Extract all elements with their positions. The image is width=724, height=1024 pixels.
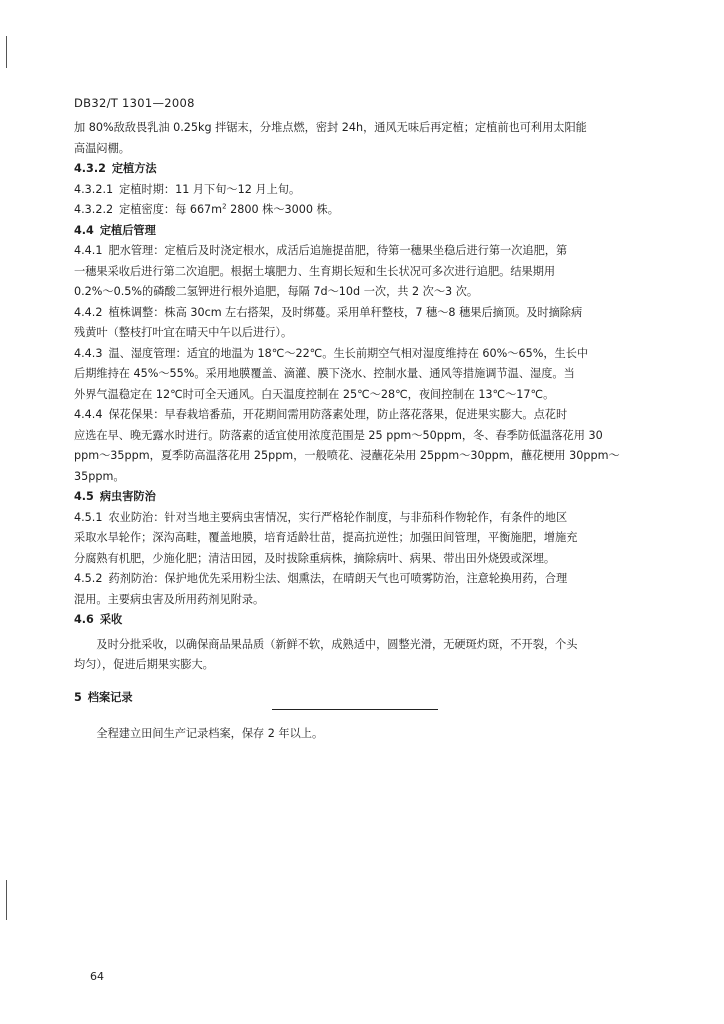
section-number: 4.3.2 xyxy=(74,162,106,175)
clause-text: 定植密度：每 667m xyxy=(119,203,223,216)
section-number: 4.6 xyxy=(74,613,94,626)
paragraph-line: 外界气温稳定在 12℃时可全天通风。白天温度控制在 25℃～28℃，夜间控制在 13℃～17℃。 xyxy=(74,387,555,401)
page-number: 64 xyxy=(90,970,104,983)
end-rule-divider xyxy=(272,709,438,710)
clause-text: 温、湿度管理：适宜的地温为 18℃～22℃。生长前期空气相对湿度维持在 60%～65%，生长中 xyxy=(108,346,589,360)
section-number: 4.4 xyxy=(74,223,94,237)
superscript: 2 xyxy=(222,202,227,211)
clause-text: 2800 株～3000 株。 xyxy=(226,203,339,216)
spacer xyxy=(74,708,664,724)
clause-4-4-1 xyxy=(74,241,664,262)
clause-number: 4.5.2 xyxy=(74,572,103,585)
paragraph-line: 后期维持在 45%～55%。采用地膜覆盖、滴灌、膜下浇水、控制水量、通风等措施调节温、湿度。当 xyxy=(74,367,575,380)
paragraph-line: 0.2%～0.5%的磷酸二氢钾进行根外追肥，每隔 7d～10d 一次，共 2 次～3 次。 xyxy=(74,285,479,298)
section-heading-4-5 xyxy=(74,487,664,508)
paragraph-line: 均匀），促进后期果实膨大。 xyxy=(74,658,214,671)
section-title: 采收 xyxy=(99,613,123,626)
clause-4-4-3 xyxy=(74,344,664,365)
clause-number: 4.4.3 xyxy=(74,346,103,360)
clause-4-3-2-1 xyxy=(74,180,664,201)
clause-number: 4.5.1 xyxy=(74,510,103,524)
clause-number: 4.4.2 xyxy=(74,305,103,319)
paragraph-line: 加 80%敌敌畏乳油 0.25kg 拌锯末，分堆点燃，密封 24h，通风无味后再定植；定植前也可利用太阳能 xyxy=(74,121,587,134)
section-heading-5 xyxy=(74,688,664,709)
section-title: 档案记录 xyxy=(87,690,133,704)
section-heading-4-4 xyxy=(74,221,664,242)
section-title: 病虫害防治 xyxy=(99,490,156,503)
section-number: 5 xyxy=(74,690,82,704)
paragraph-line: ppm～35ppm，夏季防高温落花用 25ppm，一般喷花、浸蘸花朵用 25ppm～30ppm，蘸花梗用 30ppm～35ppm。 xyxy=(74,449,620,483)
paragraph-line: 高温闷棚。 xyxy=(74,141,130,155)
clause-number: 4.3.2.1 xyxy=(74,182,114,196)
clause-4-5-1 xyxy=(74,508,664,529)
clause-number: 4.4.4 xyxy=(74,408,103,421)
section-heading-4-6 xyxy=(74,610,664,631)
section-number: 4.5 xyxy=(74,490,94,503)
clause-4-5-2 xyxy=(74,569,664,590)
scan-edge-mark xyxy=(6,880,7,920)
paragraph-line: 一穗果采收后进行第二次追肥。根据土壤肥力、生育期长短和生长状况可多次进行追肥。结果期用 xyxy=(74,264,556,278)
paragraph-line: 分腐熟有机肥，少施化肥；清洁田园，及时拔除重病株，摘除病叶、病果、带出田外烧毁或深埋。 xyxy=(74,551,556,565)
clause-4-4-4 xyxy=(74,405,664,426)
clause-text: 肥水管理：定植后及时浇定根水，成活后追施提苗肥，待第一穗果坐稳后进行第一次追肥，第 xyxy=(108,244,568,257)
clause-4-4-2 xyxy=(74,303,664,324)
clause-text: 定植时期：11 月下旬～12 月上旬。 xyxy=(119,182,301,196)
section-title: 定植后管理 xyxy=(99,223,156,237)
clause-number: 4.4.1 xyxy=(74,244,103,257)
standard-number: DB32/T 1301—2008 xyxy=(74,96,195,110)
clause-4-3-2-2 xyxy=(74,200,664,221)
clause-text: 药剂防治：保护地优先采用粉尘法、烟熏法，在晴朗天气也可喷雾防治，注意轮换用药，合理 xyxy=(108,572,568,585)
section-heading-4-3-2 xyxy=(74,159,664,180)
document-body xyxy=(74,118,664,745)
paragraph-line: 采取水旱轮作；深沟高畦，覆盖地膜，培育适龄壮苗，提高抗逆性；加强田间管理，平衡施肥，增施充 xyxy=(74,531,578,544)
paragraph-line: 应选在早、晚无露水时进行。防落素的适宜使用浓度范围是 25 ppm～50ppm，冬、春季防低温落花用 30 xyxy=(74,428,603,442)
clause-text: 植株调整：株高 30cm 左右搭架，及时绑蔓。采用单秆整枝，7 穗～8 穗果后摘顶。及时摘除病 xyxy=(108,305,583,319)
clause-text: 保花保果：早春栽培番茄，开花期间需用防落素处理，防止落花落果，促进果实膨大。点花时 xyxy=(108,408,568,421)
paragraph-line: 残黄叶（整枝打叶宜在晴天中午以后进行）。 xyxy=(74,326,293,339)
clause-number: 4.3.2.2 xyxy=(74,203,114,216)
clause-text: 农业防治：针对当地主要病虫害情况，实行严格轮作制度，与非茄科作物轮作，有条件的地区 xyxy=(108,510,568,524)
section-title: 定植方法 xyxy=(111,162,157,175)
spacer xyxy=(74,676,664,688)
scan-edge-mark xyxy=(6,36,7,68)
paragraph-line: 及时分批采收，以确保商品果品质（新鲜不软，成熟适中，圆整光滑，无硬斑灼斑，不开裂，个头 xyxy=(96,637,578,651)
paragraph-line: 混用。主要病虫害及所用药剂见附录。 xyxy=(74,592,265,606)
paragraph-line: 全程建立田间生产记录档案，保存 2 年以上。 xyxy=(96,727,324,740)
